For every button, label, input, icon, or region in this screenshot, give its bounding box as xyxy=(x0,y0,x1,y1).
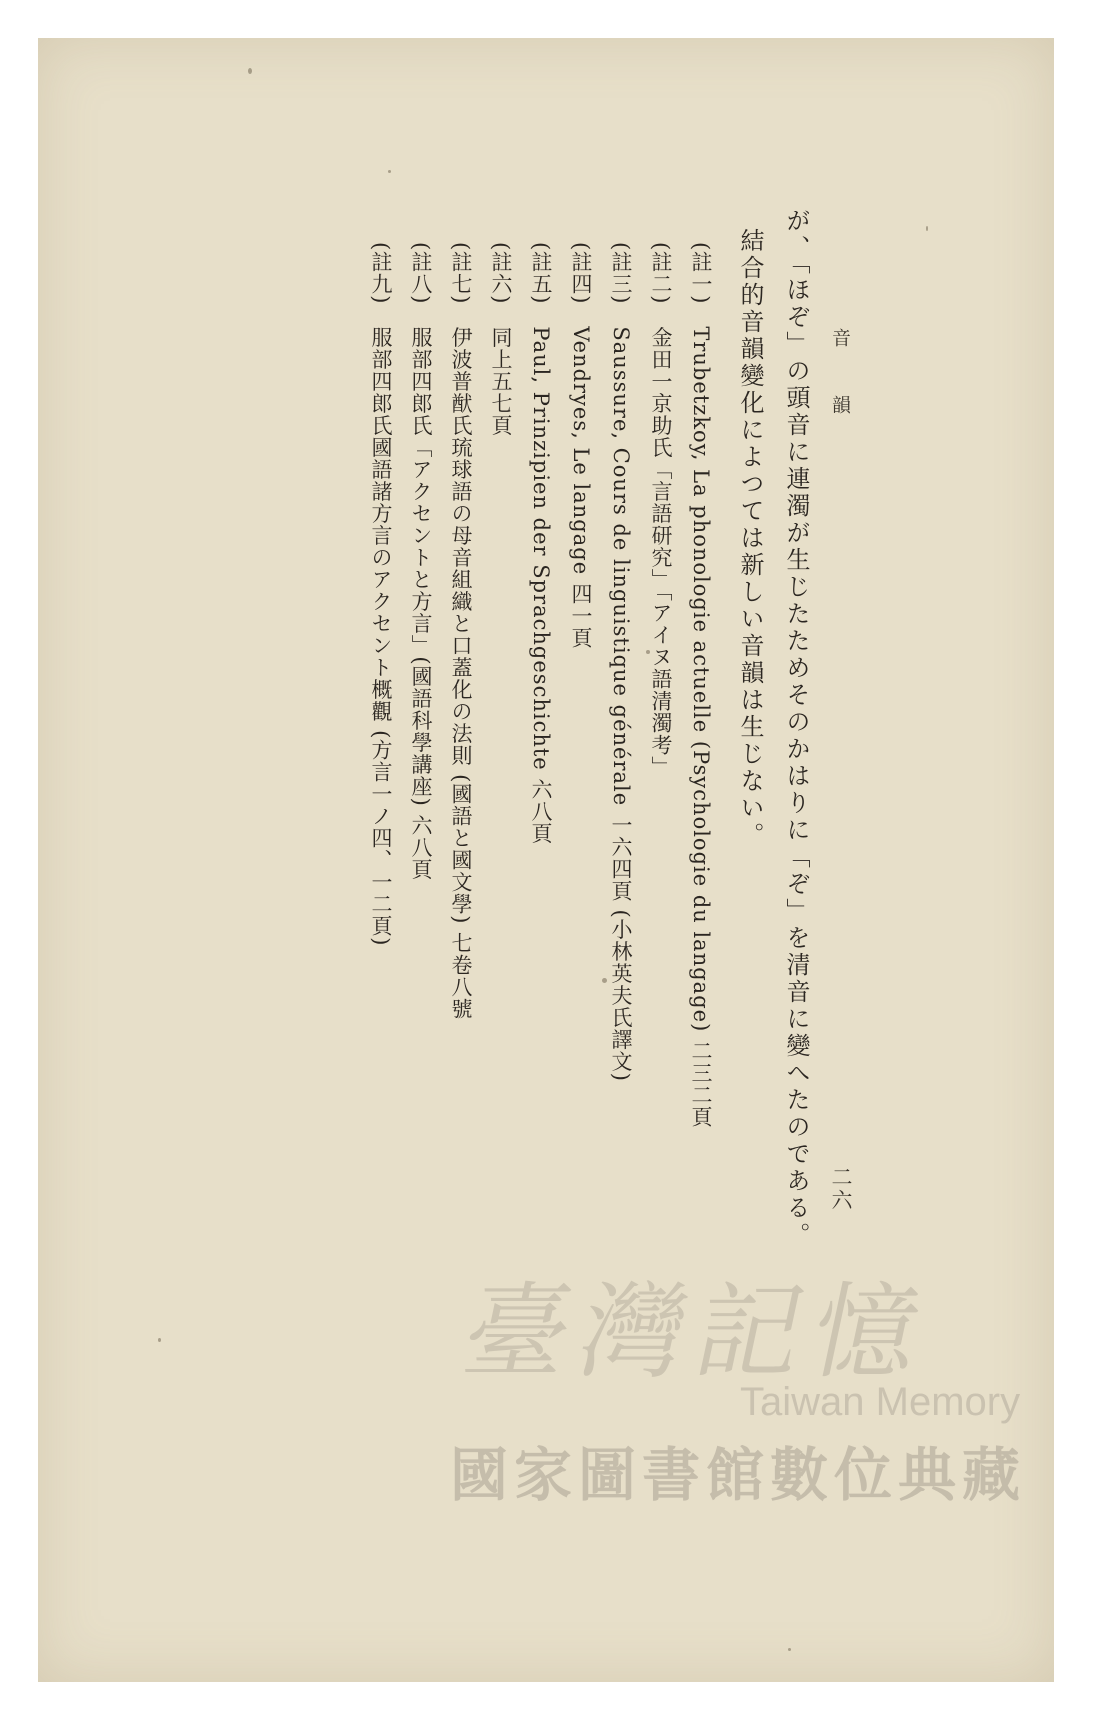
footnote-text: Trubetzkoy, La phonologie actuelle (Psychologie du langage) 二三二頁 xyxy=(689,326,713,1128)
footnote-text: 金田一京助氏「言語研究」「アイヌ語清濁考」 xyxy=(649,326,673,778)
footnote-label: (註二) xyxy=(649,242,673,305)
paper-speck xyxy=(926,226,928,231)
footnote-label: (註七) xyxy=(449,242,473,305)
footnote-label: (註五) xyxy=(529,242,553,305)
footnote-1 xyxy=(690,242,711,1128)
footnote-9 xyxy=(370,242,391,946)
footnote-label: (註八) xyxy=(409,242,433,305)
footnote-2 xyxy=(650,242,671,778)
footnote-6 xyxy=(490,242,511,436)
footnote-label: (註一) xyxy=(689,242,713,305)
paper-speck xyxy=(788,1648,791,1651)
paper-speck xyxy=(602,978,607,983)
footnote-5 xyxy=(530,242,551,844)
paper-speck xyxy=(158,1338,161,1342)
footnote-text: Saussure, Cours de linguistique générale 一六四頁 (小林英夫氏譯文) xyxy=(609,326,633,1082)
footnote-text: 同上五七頁 xyxy=(489,326,513,437)
footnote-label: (註九) xyxy=(369,242,393,305)
footnote-4 xyxy=(570,242,591,649)
footnote-text: 服部四郎氏國語諸方言のアクセント概觀 (方言一ノ四、一二頁) xyxy=(369,326,393,947)
footnote-label: (註四) xyxy=(569,242,593,305)
running-title: 音韻 xyxy=(829,328,851,462)
paper-speck xyxy=(388,170,391,173)
footnote-text: 伊波普猷氏琉球語の母音組織と口蓋化の法則 (國語と國文學) 七卷八號 xyxy=(449,326,473,1021)
footnote-3 xyxy=(610,242,631,1082)
footnote-text: 服部四郎氏「アクセントと方言」(國語科學講座) 六八頁 xyxy=(409,326,433,881)
footnote-label: (註六) xyxy=(489,242,513,305)
footnote-7 xyxy=(450,242,471,1020)
watermark-chinese: 國家圖書館數位典藏 xyxy=(450,1441,1027,1509)
footnote-8 xyxy=(410,242,431,880)
body-line-2: 結合的音韻變化によつては新しい音韻は生じない。 xyxy=(736,228,764,849)
footnote-text: Vendryes, Le langage 四一頁 xyxy=(569,326,593,649)
body-line-1: が、「ほぞ」の頭音に連濁が生じたためそのかはりに「ぞ」を清音に變へたのである。 xyxy=(782,208,810,1249)
footnote-label: (註三) xyxy=(609,242,633,305)
watermark-english: Taiwan Memory xyxy=(740,1380,1021,1424)
page-number: 二六 xyxy=(829,1166,853,1212)
footnote-text: Paul, Prinzipien der Sprachgeschichte 六八頁 xyxy=(529,326,553,845)
watermark xyxy=(410,1248,1030,1548)
watermark-script: 臺灣記憶 xyxy=(453,1271,944,1393)
paper-speck xyxy=(248,68,252,74)
